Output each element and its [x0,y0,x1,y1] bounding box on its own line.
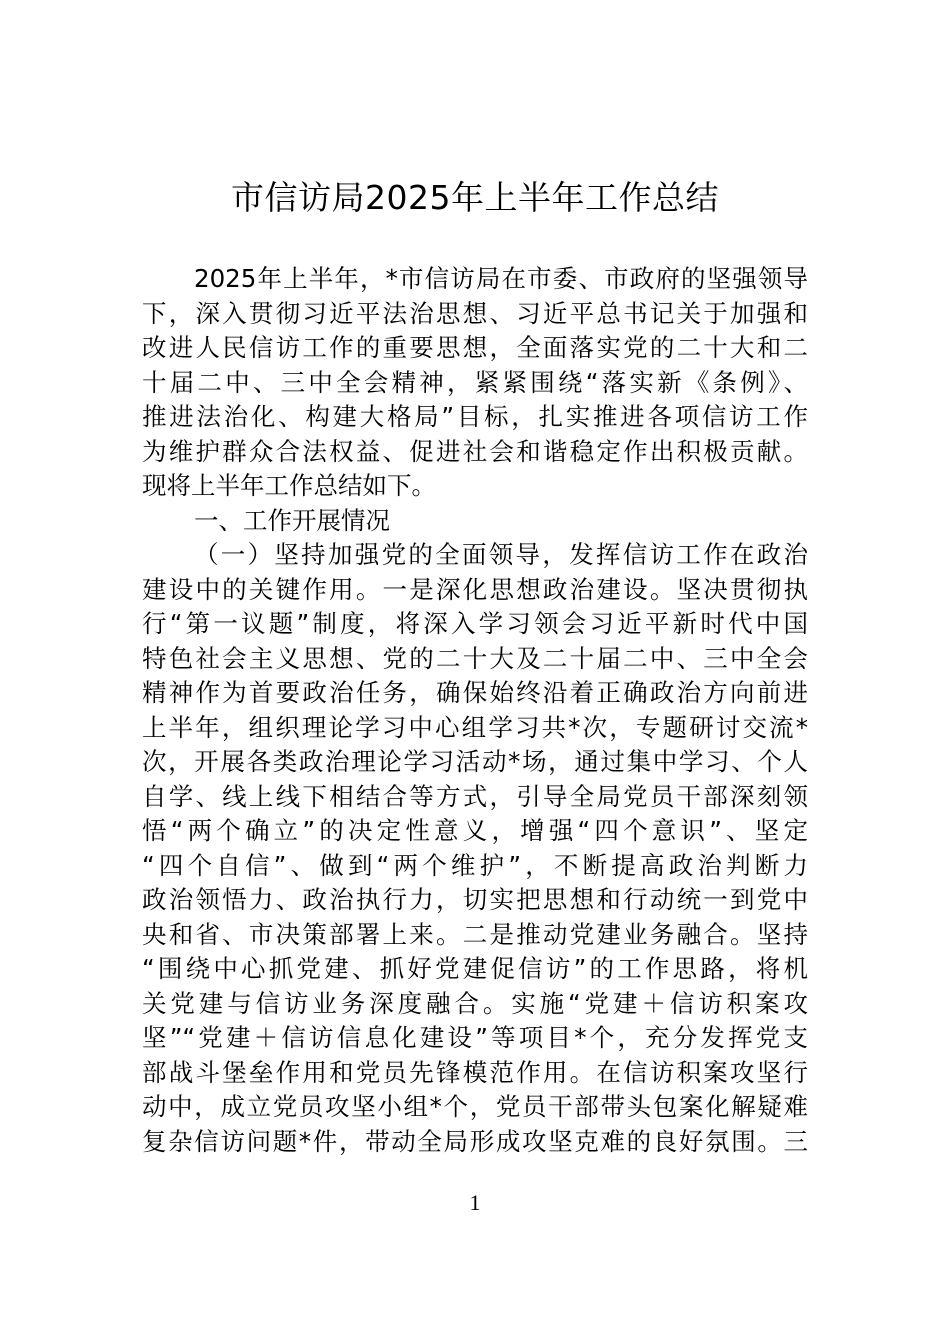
paragraph-line: 政治领悟力、政治执行力，切实把思想和行动统一到党中 [142,885,808,914]
paragraph-line: 央和省、市决策部署上来。二是推动党建业务融合。坚持 [142,919,808,949]
paragraph-line: 自学、线上线下相结合等方式，引导全局党员干部深刻领 [142,781,808,811]
paragraph-line: 部战斗堡垒作用和党员先锋模范作用。在信访积案攻坚行 [142,1057,808,1087]
paragraph-line: 坚”“党建＋信访信息化建设”等项目*个，充分发挥党支 [142,1023,808,1052]
paragraph-line: 上半年，组织理论学习中心组学习共*次，专题研讨交流* [142,712,808,742]
page-number: 1 [469,1190,481,1215]
paragraph-line: 改进人民信访工作的重要思想，全面落实党的二十大和二 [142,333,808,362]
document-title: 市信访局2025年上半年工作总结 [231,178,719,217]
paragraph-line: 行“第一议题”制度，将深入学习领会习近平新时代中国 [142,609,808,638]
paragraph-line: 特色社会主义思想、党的二十大及二十届二中、三中全会 [142,643,808,673]
paragraph-line: 推进法治化、构建大格局”目标，扎实推进各项信访工作 [142,402,808,431]
paragraph-line: 下，深入贯彻习近平法治思想、习近平总书记关于加强和 [142,298,808,328]
paragraph-line: “围绕中心抓党建、抓好党建促信访”的工作思路，将机 [142,954,808,983]
paragraph-line: 十届二中、三中全会精神，紧紧围绕“落实新《条例》、 [142,367,808,397]
paragraph-line: 关党建与信访业务深度融合。实施“党建＋信访积案攻 [142,988,808,1018]
paragraph-line: 为维护群众合法权益、促进社会和谐稳定作出积极贡献。 [142,436,808,466]
paragraph-line: “四个自信”、做到“两个维护”，不断提高政治判断力 [142,850,808,880]
paragraph-line: 2025年上半年，*市信访局在市委、市政府的坚强领导 [194,264,808,293]
section-heading: 一、工作开展情况 [194,505,390,535]
paragraph-line: 精神作为首要政治任务，确保始终沿着正确政治方向前进 [142,678,808,707]
paragraph-line: 现将上半年工作总结如下。 [142,471,436,500]
document-body [142,262,808,1159]
paragraph-line: 复杂信访问题*件，带动全局形成攻坚克难的良好氛围。三 [142,1126,808,1156]
paragraph-line: （一）坚持加强党的全面领导，发挥信访工作在政治 [194,540,808,569]
paragraph-line: 次，开展各类政治理论学习活动*场，通过集中学习、个人 [142,747,808,776]
paragraph-line: 建设中的关键作用。一是深化思想政治建设。坚决贯彻执 [142,574,808,604]
paragraph-line: 动中，成立党员攻坚小组*个，党员干部带头包案化解疑难 [142,1092,808,1121]
paragraph-line: 悟“两个确立”的决定性意义，增强“四个意识”、坚定 [142,816,808,845]
